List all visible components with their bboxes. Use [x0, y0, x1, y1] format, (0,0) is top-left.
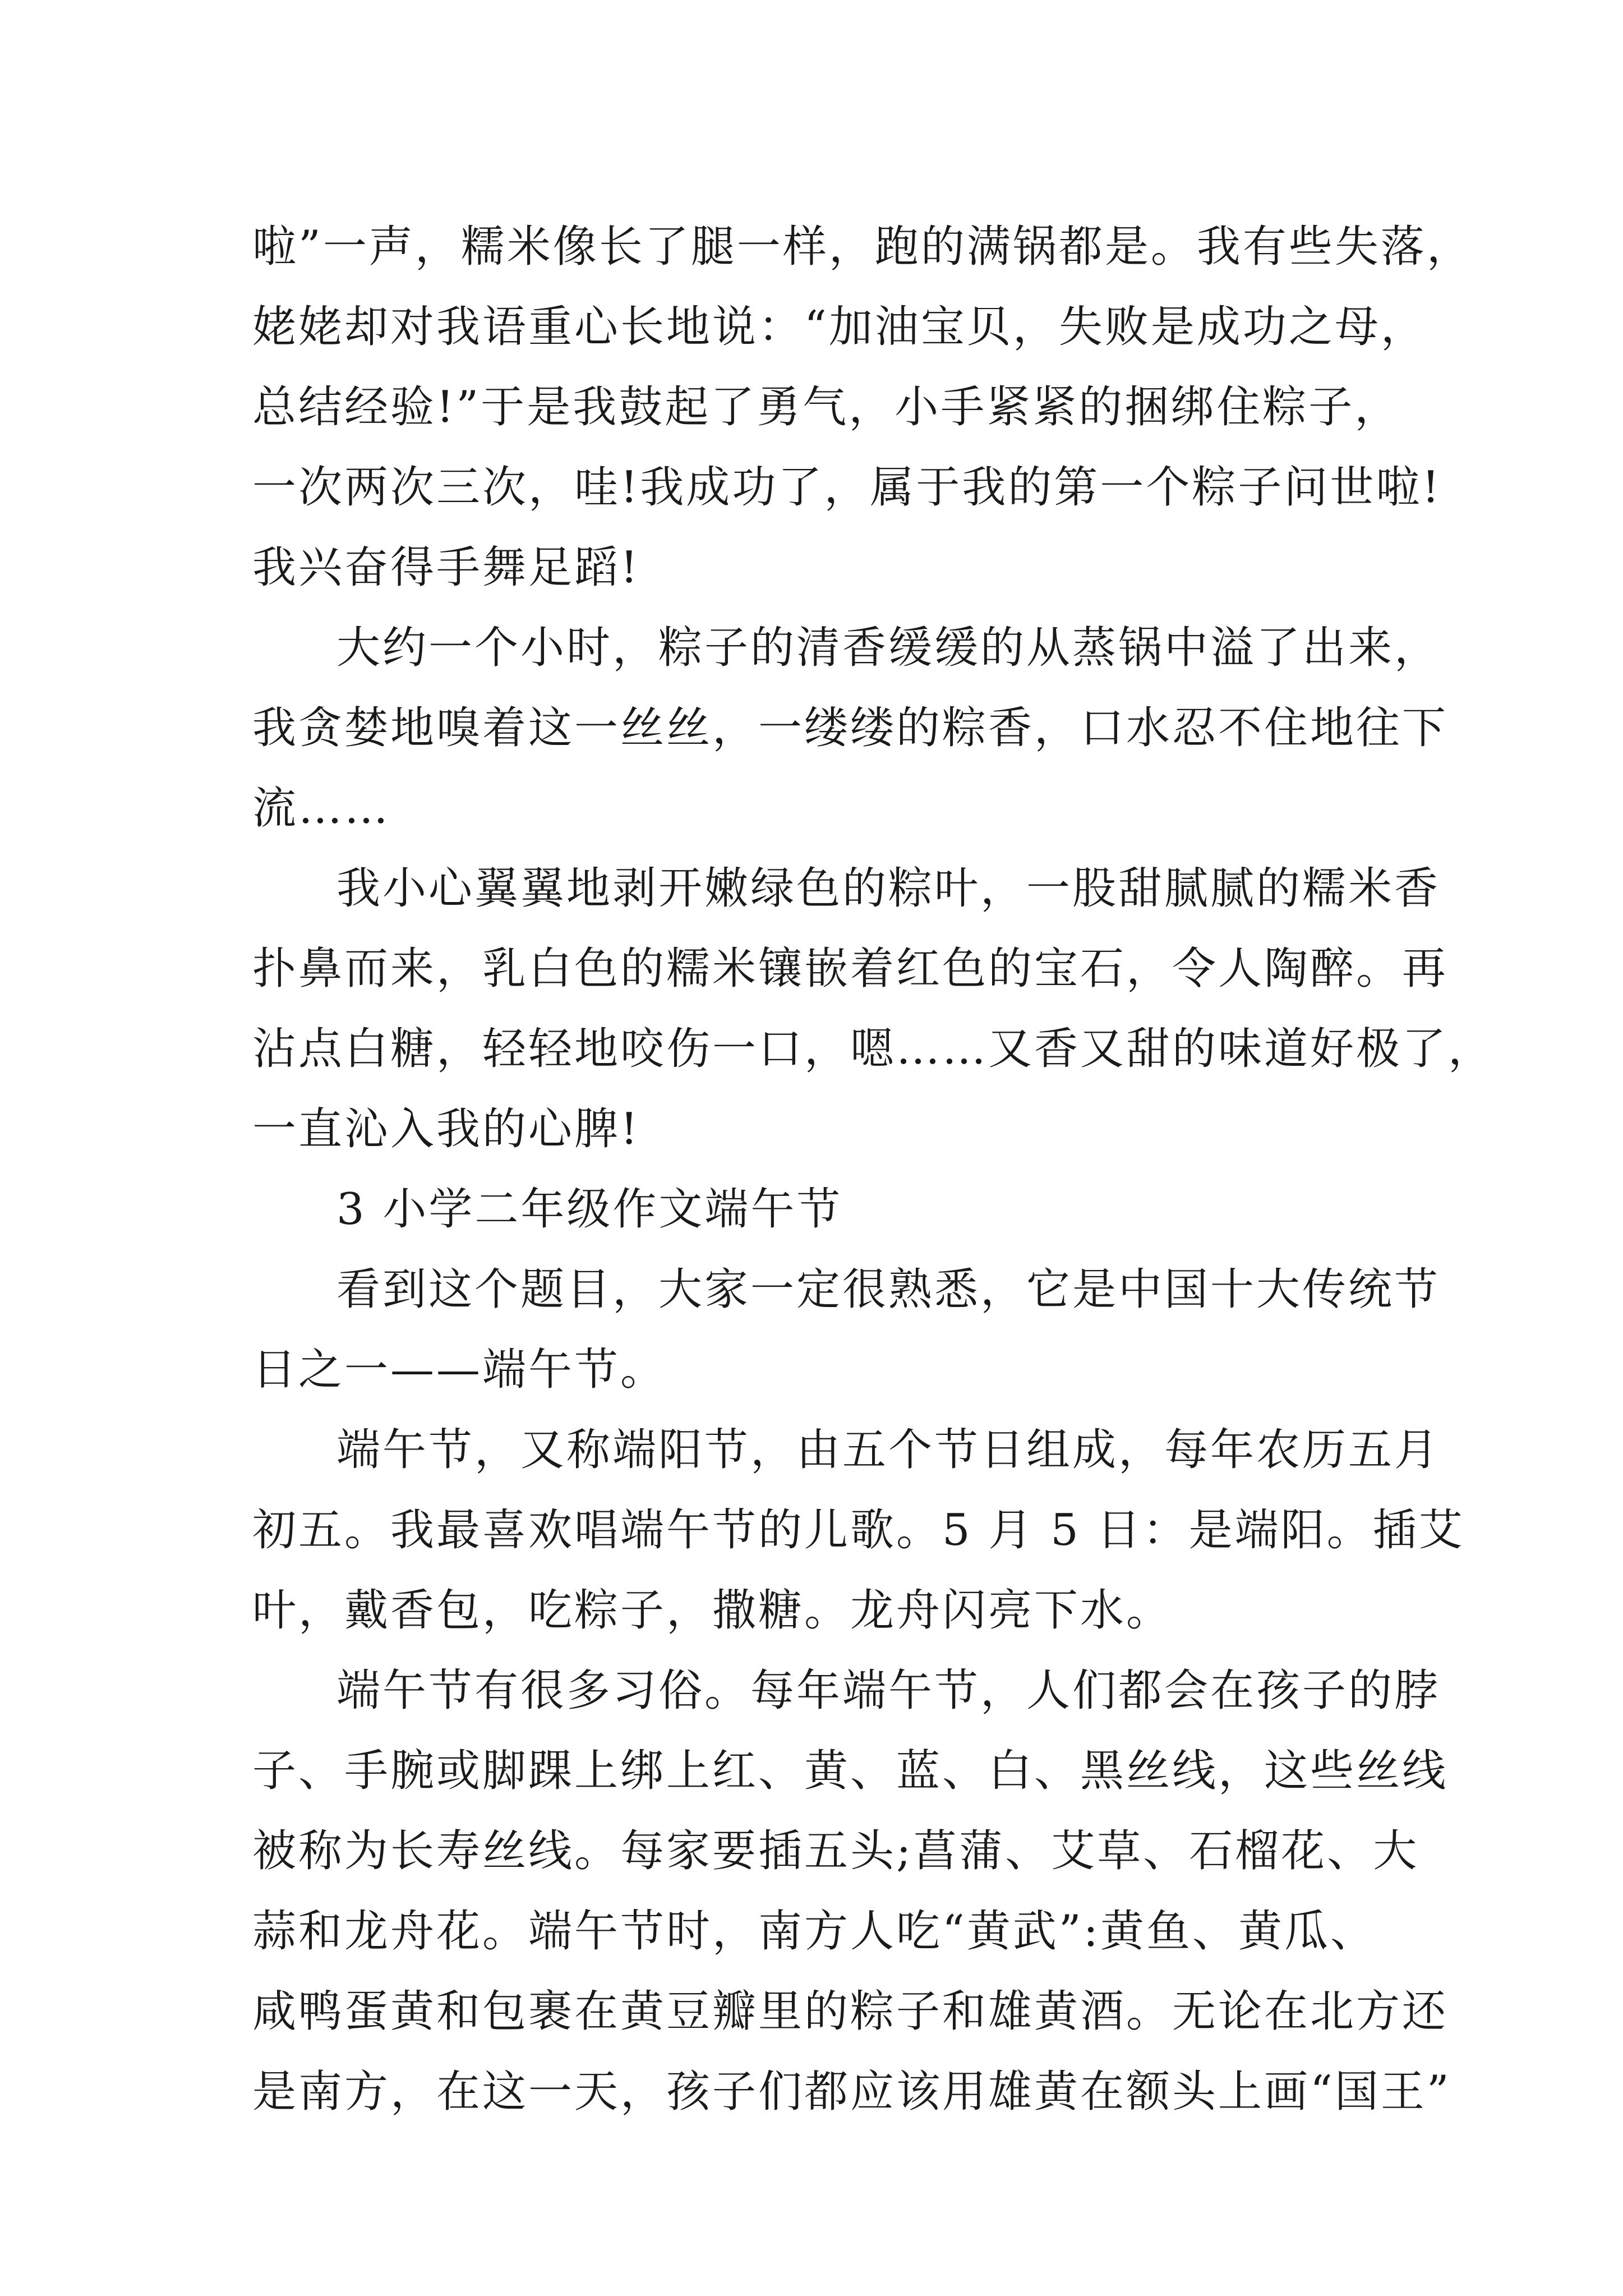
text-line: 我兴奋得手舞足蹈! — [252, 542, 640, 593]
text-line: 姥姥却对我语重心长地说：“加油宝贝，失败是成功之母， — [252, 302, 1427, 352]
text-line: 流…… — [252, 783, 391, 834]
paragraph-start-line: 端午节，又称端阳节，由五个节日组成，每年农历五月 — [336, 1425, 1441, 1475]
text-line: 咸鸭蛋黄和包裹在黄豆瓣里的粽子和雄黄酒。无论在北方还 — [252, 1986, 1449, 2037]
text-line: 日之一——端午节。 — [252, 1345, 667, 1395]
text-line: 子、手腕或脚踝上绑上红、黄、蓝、白、黑丝线，这些丝线 — [252, 1746, 1449, 1796]
text-line: 沾点白糖，轻轻地咬伤一口，嗯……又香又甜的味道好极了， — [252, 1024, 1495, 1074]
text-line: 是南方，在这一天，孩子们都应该用雄黄在额头上画“国王” — [252, 2067, 1451, 2117]
text-line: 我贪婪地嗅着这一丝丝，一缕缕的粽香，口水忍不住地往下 — [252, 703, 1449, 753]
text-line: 叶，戴香包，吃粽子，撒糖。龙舟闪亮下水。 — [252, 1585, 1173, 1636]
paragraph-start-line: 端午节有很多习俗。每年端午节，人们都会在孩子的脖 — [336, 1665, 1441, 1716]
paragraph-start-line: 看到这个题目，大家一定很熟悉，它是中国十大传统节 — [336, 1264, 1441, 1315]
text-line: 啦”一声，糯米像长了腿一样，跑的满锅都是。我有些失落， — [252, 222, 1473, 272]
paragraph-start-line: 大约一个小时，粽子的清香缓缓的从蒸锅中溢了出来， — [336, 623, 1441, 673]
text-line: 扑鼻而来，乳白色的糯米镶嵌着红色的宝石，令人陶醉。再 — [252, 944, 1449, 994]
text-line: 一次两次三次，哇!我成功了，属于我的第一个粽子问世啦! — [252, 462, 1442, 513]
text-line: 初五。我最喜欢唱端午节的儿歌。5 月 5 日：是端阳。插艾 — [252, 1505, 1465, 1556]
paragraph-start-line: 我小心翼翼地剥开嫩绿色的粽叶，一股甜腻腻的糯米香 — [336, 863, 1441, 914]
section-heading: 3 小学二年级作文端午节 — [336, 1184, 843, 1235]
text-line: 被称为长寿丝线。每家要插五头;菖蒲、艾草、石榴花、大 — [252, 1826, 1419, 1876]
text-line: 一直沁入我的心脾! — [252, 1104, 640, 1154]
text-line: 总结经验!”于是我鼓起了勇气，小手紧紧的捆绑住粽子， — [252, 382, 1401, 432]
text-line: 蒜和龙舟花。端午节时，南方人吃“黄武”:黄鱼、黄瓜、 — [252, 1906, 1377, 1957]
